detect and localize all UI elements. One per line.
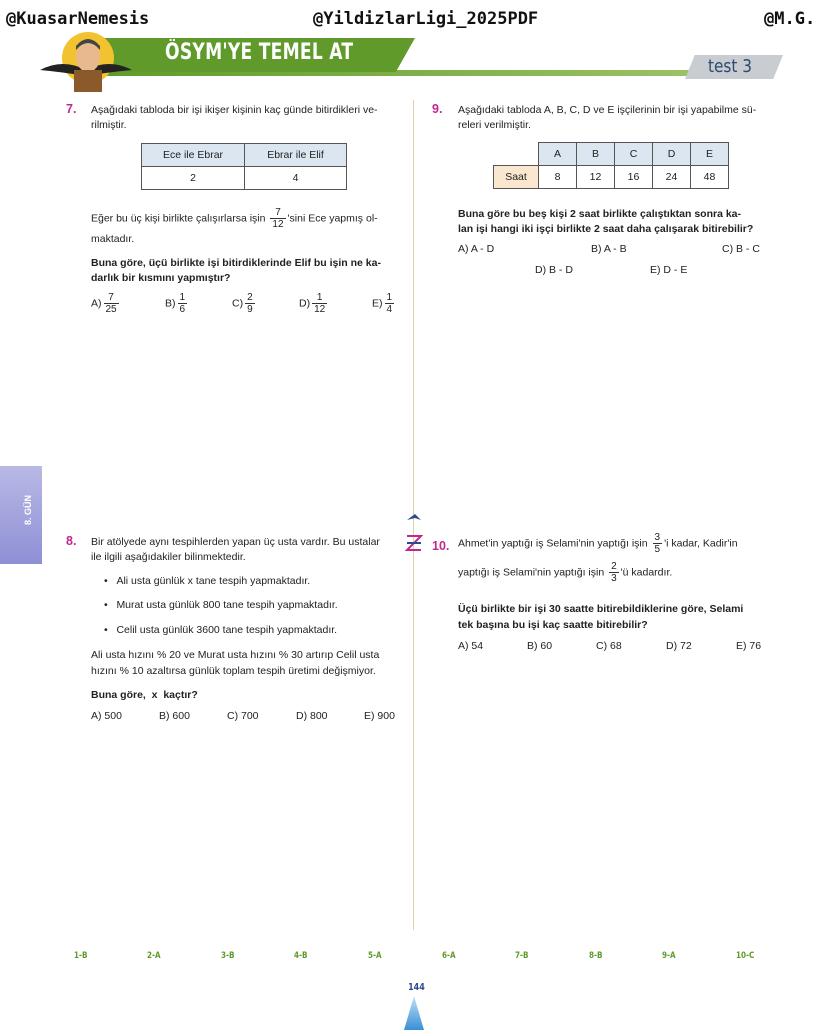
q8-option-e[interactable]: E) 900: [364, 710, 395, 722]
q7-cond-num: 7: [270, 207, 285, 219]
q9-header-a: A: [539, 143, 577, 166]
page-number: 144: [408, 982, 425, 993]
answer-2: 2-A: [147, 951, 161, 961]
answer-3: 3-B: [221, 951, 235, 961]
q9-value-e: 48: [691, 166, 729, 189]
side-tab: [0, 466, 42, 564]
q8-question: Buna göre, x kaçtır?: [91, 689, 198, 701]
q9-intro-2: releri verilmiştir.: [458, 119, 531, 131]
q9-option-a[interactable]: A) A - D: [458, 243, 495, 255]
q9-value-b: 12: [577, 166, 615, 189]
q7-table: [141, 143, 347, 190]
q8-option-c[interactable]: C) 700: [227, 710, 259, 722]
q7-intro-2: rilmiştir.: [91, 119, 127, 131]
answer-5: 5-A: [368, 951, 382, 961]
q8-number: 8.: [66, 534, 77, 548]
q7-question-2: darlık bir kısmını yapmıştır?: [91, 272, 231, 284]
q7-header-2: Ebrar ile Elif: [245, 144, 347, 167]
q7-question-1: Buna göre, üçü birlikte işi bitirdiklerinde Elif bu işin ne ka-: [91, 257, 381, 269]
q10-number: 10.: [432, 539, 450, 553]
q7-header-1: Ece ile Ebrar: [142, 144, 245, 167]
q9-value-c: 16: [615, 166, 653, 189]
side-tab-label: 8. GÜN: [23, 495, 33, 526]
q9-question-1: Buna göre bu beş kişi 2 saat birlikte çalıştıktan sonra ka-: [458, 208, 742, 220]
answer-7: 7-B: [515, 951, 529, 961]
q7-condition: [91, 207, 378, 230]
q8-body-1: Ali usta hızını % 20 ve Murat usta hızını % 30 artırıp Celil usta: [91, 649, 380, 661]
q9-value-d: 24: [653, 166, 691, 189]
q7-value-1: 2: [142, 167, 245, 190]
q7-cond-fraction: [270, 207, 285, 230]
handle-right: @M.G.: [764, 9, 816, 29]
q10-option-a[interactable]: A) 54: [458, 640, 484, 652]
q9-table: [493, 142, 729, 189]
q10-option-c[interactable]: C) 68: [596, 640, 622, 652]
q9-option-c[interactable]: C) B - C: [722, 243, 760, 255]
page-arrow-icon: [404, 996, 424, 1030]
q8-intro-2: ile ilgili aşağıdakiler bilinmektedir.: [91, 551, 246, 563]
answer-10: 10-C: [736, 951, 755, 961]
q10-line1: Ahmet'in yaptığı iş Selami'nin yaptığı işin $\frac{3}{5}$ 'i kadar, Kadir'in: [458, 532, 738, 555]
q8-bullet-2: • Murat usta günlük 800 tane tespih yapmaktadır.: [104, 599, 338, 611]
q9-option-e[interactable]: E) D - E: [650, 264, 688, 276]
q7-option-a[interactable]: A) $\frac{7}{25}$: [91, 292, 117, 315]
banner-title: ÖSYM'YE TEMEL AT: [165, 40, 354, 65]
q8-option-a[interactable]: A) 500: [91, 710, 122, 722]
q7-option-e[interactable]: E) $\frac{1}{4}$: [372, 292, 393, 315]
q10-option-d[interactable]: D) 72: [666, 640, 692, 652]
q10-line2: yaptığı iş Selami'nin yaptığı işin $\frac{2}{3}$ 'ü kadardır.: [458, 561, 673, 584]
q8-bullet-3: • Celil usta günlük 3600 tane tespih yapmaktadır.: [104, 624, 338, 636]
q10-option-e[interactable]: E) 76: [736, 640, 762, 652]
q9-option-d[interactable]: D) B - D: [535, 264, 573, 276]
answer-9: 9-A: [662, 951, 676, 961]
handle-left: @KuasarNemesis: [6, 9, 150, 29]
answer-6: 6-A: [442, 951, 456, 961]
q9-header-e: E: [691, 143, 729, 166]
q9-value-a: 8: [539, 166, 577, 189]
q9-header-b: B: [577, 143, 615, 166]
q9-header-c: C: [615, 143, 653, 166]
q7-cond-line2: maktadır.: [91, 233, 135, 245]
publisher-logo-icon: [405, 512, 423, 552]
q9-number: 9.: [432, 102, 443, 116]
q7-cond-den: 12: [272, 219, 284, 230]
q10-option-b[interactable]: B) 60: [527, 640, 553, 652]
handle-center: @YildizlarLigi_2025PDF: [313, 9, 539, 29]
answer-1: 1-B: [74, 951, 88, 961]
q8-body-2: hızını % 10 azaltırsa günlük toplam tespih üretimi değişmiyor.: [91, 665, 376, 677]
q7-value-2: 4: [245, 167, 347, 190]
q9-question-2: lan işi hangi iki işçi birlikte 2 saat daha çalışarak bitirebilir?: [458, 223, 754, 235]
q7-intro-1: Aşağıdaki tabloda bir işi ikişer kişinin kaç günde bitirdikleri ve-: [91, 104, 378, 116]
answer-8: 8-B: [589, 951, 603, 961]
q9-corner: [494, 143, 539, 166]
q8-option-d[interactable]: D) 800: [296, 710, 328, 722]
q7-cond-after: 'sini Ece yapmış ol-: [287, 212, 378, 225]
answer-4: 4-B: [294, 951, 308, 961]
q7-number: 7.: [66, 102, 77, 116]
q9-intro-1: Aşağıdaki tabloda A, B, C, D ve E işçilerinin bir işi yapabilme sü-: [458, 104, 757, 116]
q7-option-b[interactable]: B) $\frac{1}{6}$: [165, 292, 186, 315]
q10-question-1: Üçü birlikte bir işi 30 saatte bitirebildiklerine göre, Selami: [458, 603, 744, 615]
q7-cond-before: Eğer bu üç kişi birlikte çalışırlarsa işin: [91, 212, 266, 225]
mascot-icon: [38, 30, 133, 92]
q10-question-2: tek başına bu işi kaç saatte bitirebilir?: [458, 619, 648, 631]
q9-header-d: D: [653, 143, 691, 166]
q8-option-b[interactable]: B) 600: [159, 710, 190, 722]
q9-row-label: Saat: [494, 166, 539, 189]
q7-option-d[interactable]: D) $\frac{1}{12}$: [299, 292, 326, 315]
test-label: test 3: [708, 56, 752, 77]
q8-bullet-1: • Ali usta günlük x tane tespih yapmaktadır.: [104, 575, 311, 587]
q8-intro-1: Bir atölyede aynı tespihlerden yapan üç usta vardır. Bu ustalar: [91, 536, 380, 548]
q7-option-c[interactable]: C) $\frac{2}{9}$: [232, 292, 253, 315]
q9-option-b[interactable]: B) A - B: [591, 243, 627, 255]
